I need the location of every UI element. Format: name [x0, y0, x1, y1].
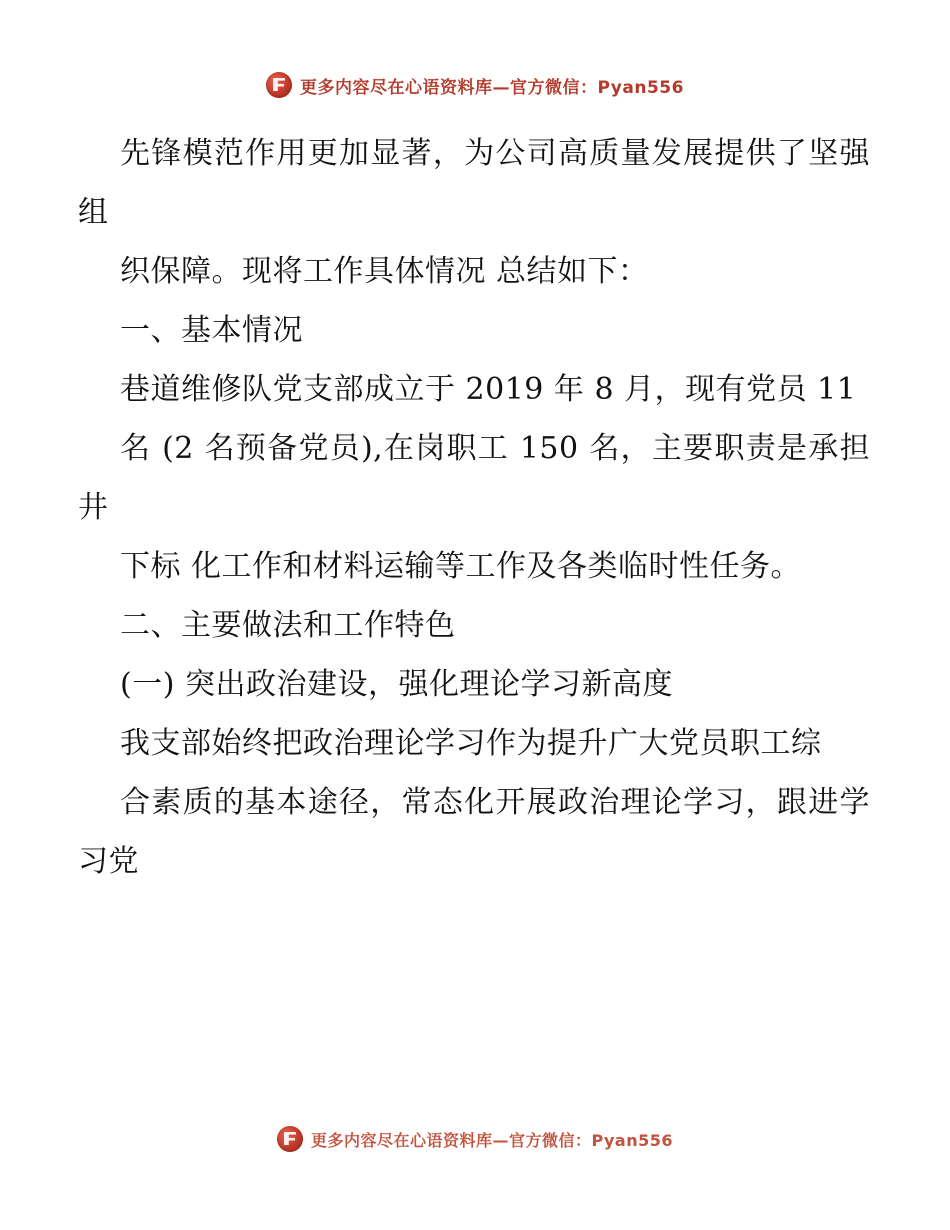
- paragraph: 先锋模范作用更加显著，为公司高质量发展提供了坚强组: [78, 136, 870, 230]
- paragraph: (一) 突出政治建设，强化理论学习新高度: [120, 667, 673, 702]
- watermark-bottom: [0, 1126, 950, 1152]
- watermark-top-text: 更多内容尽在心语资料库—官方微信：Pyan556: [300, 77, 684, 98]
- paragraph: 合素质的基本途径，常态化开展政治理论学习，跟进学习党: [78, 785, 870, 879]
- watermark-bottom-text: 更多内容尽在心语资料库—官方微信：Pyan556: [310, 1130, 674, 1150]
- paragraph: 巷道维修队党支部成立于 2019 年 8 月，现有党员 11: [120, 372, 857, 407]
- paragraph: 名 (2 名预备党员),在岗职工 150 名，主要职责是承担井: [78, 431, 870, 525]
- document-text-body: [0, 124, 950, 891]
- brand-circle-icon: [266, 72, 292, 98]
- paragraph: 下标 化工作和材料运输等工作及各类临时性任务。: [120, 549, 802, 584]
- brand-circle-icon: [277, 1126, 303, 1152]
- paragraph: 织保障。现将工作具体情况 总结如下：: [120, 254, 649, 289]
- paragraph: 我支部始终把政治理论学习作为提升广大党员职工综: [120, 726, 822, 761]
- paragraph: 二、主要做法和工作特色: [120, 608, 456, 643]
- watermark-top: [0, 72, 950, 98]
- paragraph: 一、基本情况: [120, 313, 303, 348]
